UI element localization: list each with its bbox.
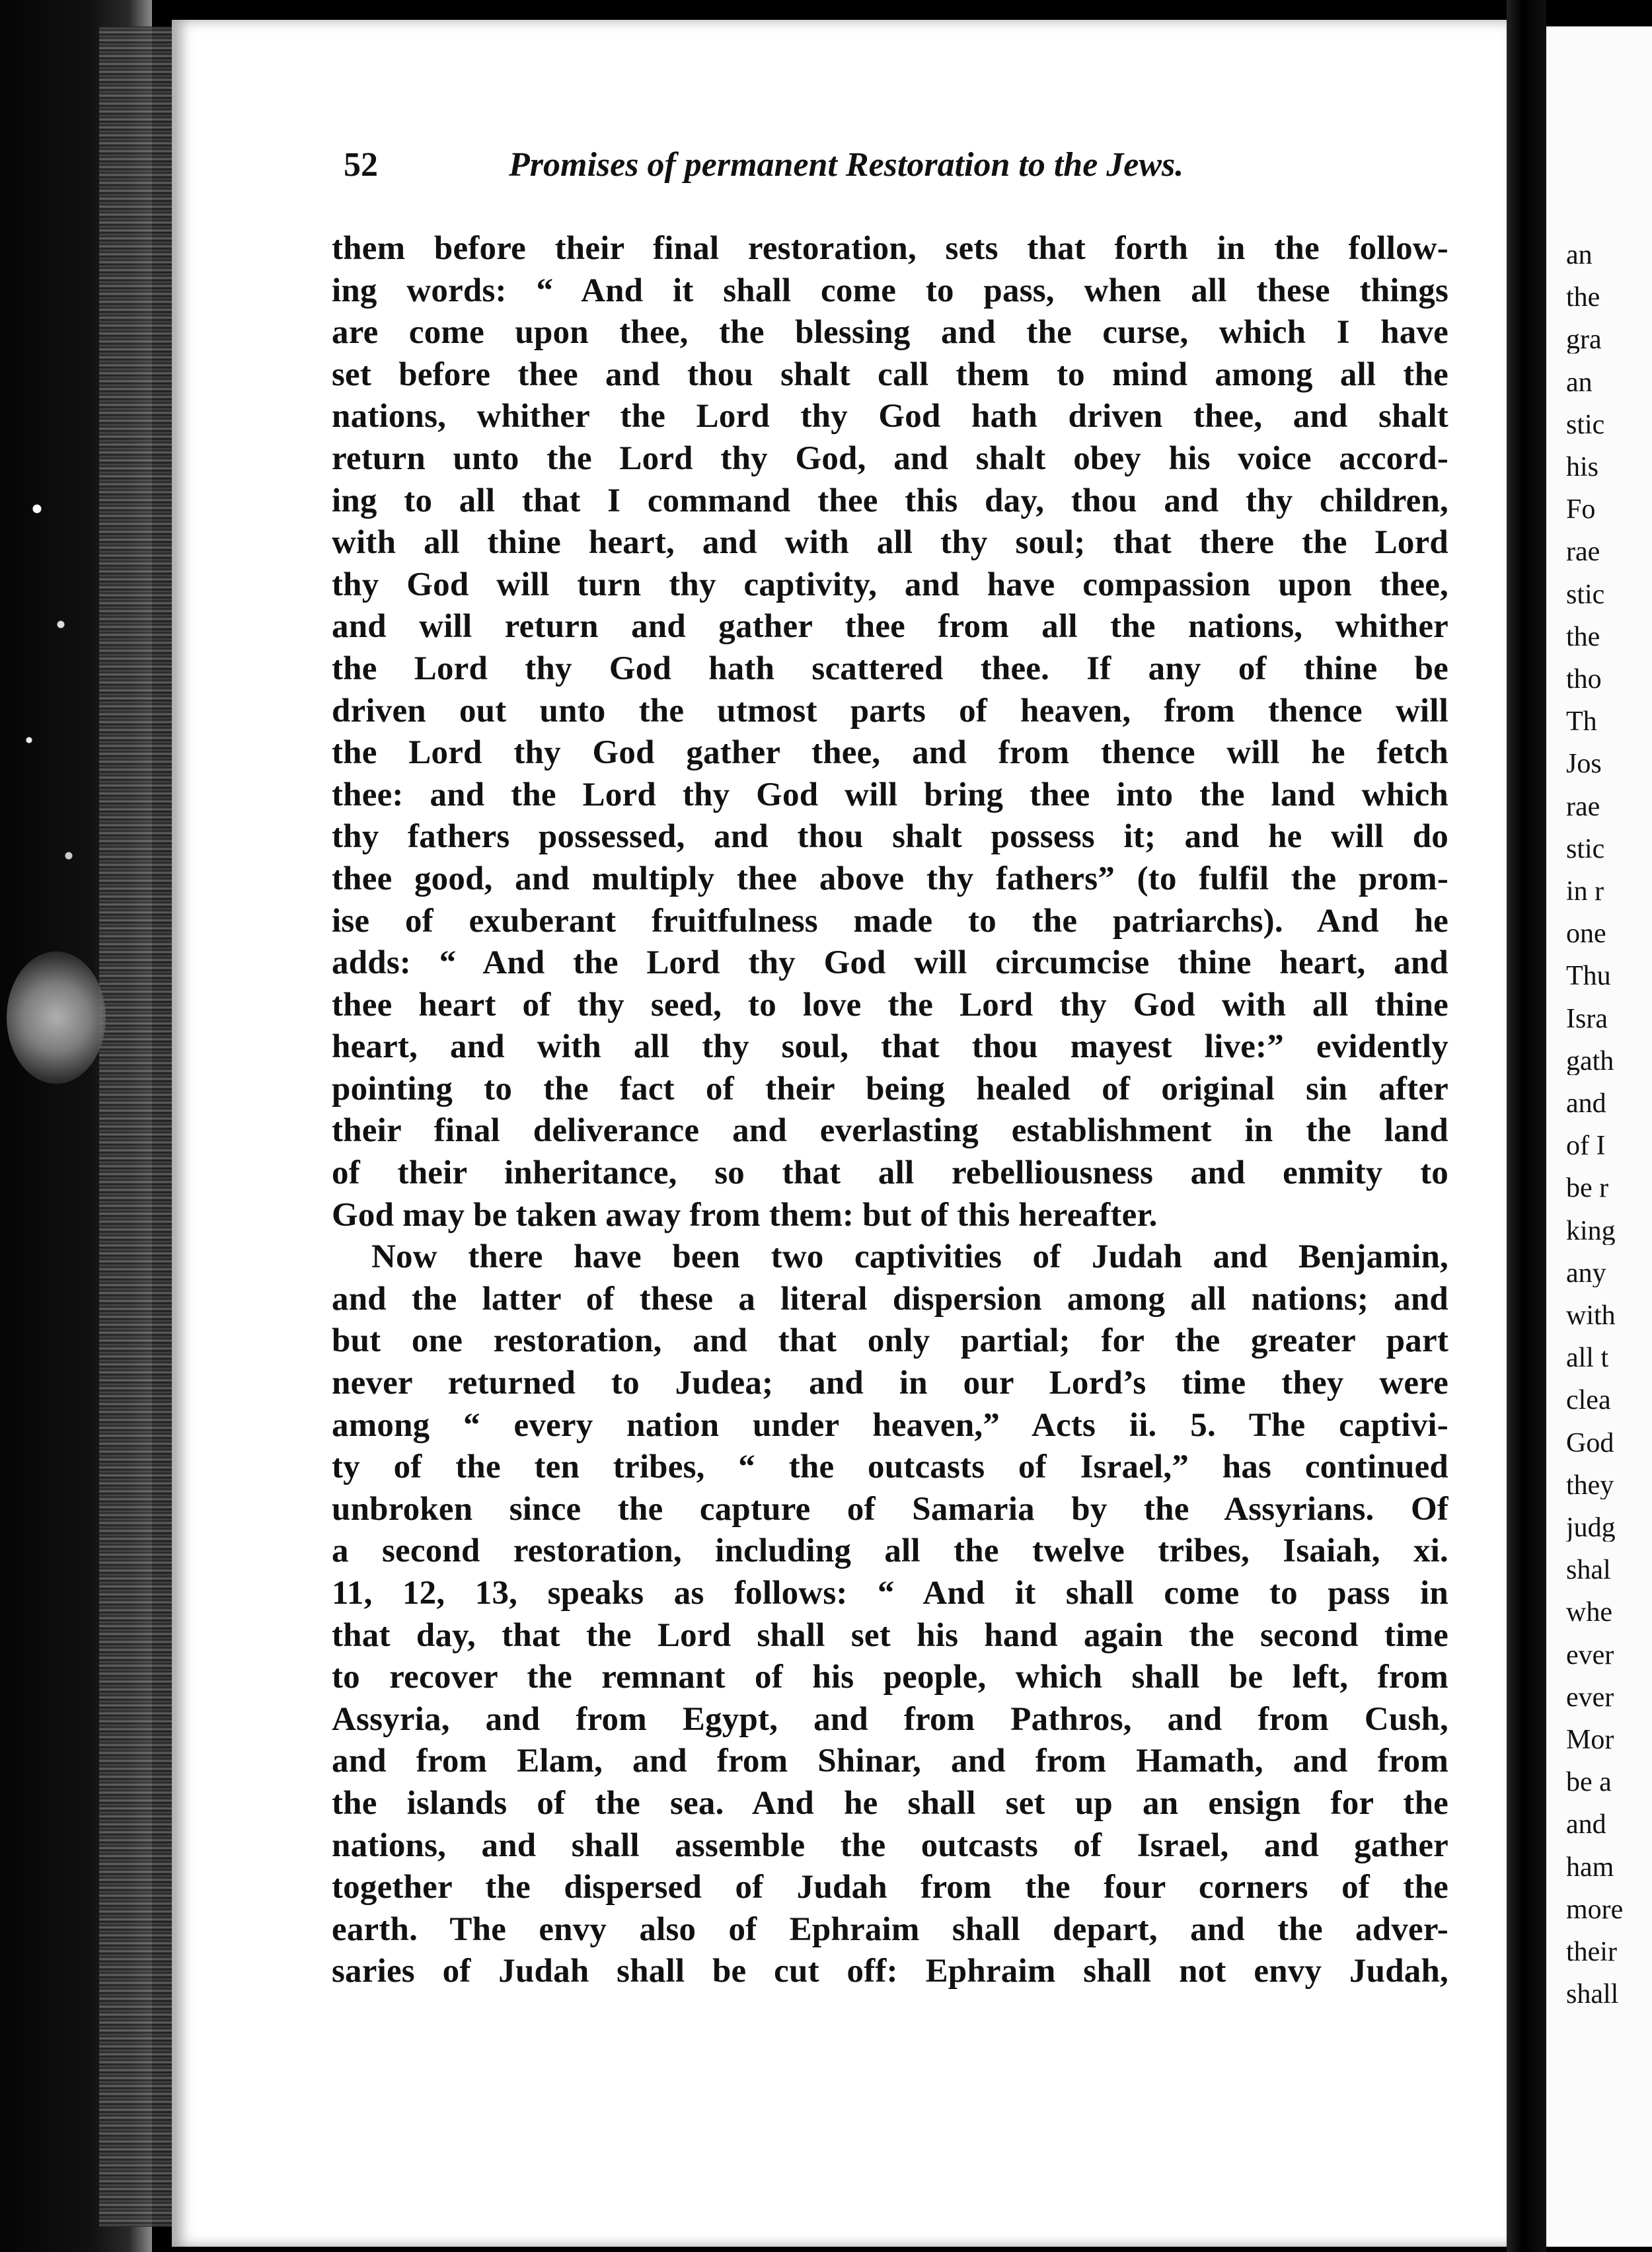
text-line: a second restoration, including all the twelve tribes, Isaiah, xi. [332,1532,1448,1570]
text-line: never returned to Judea; and in our Lord’s time they were [332,1365,1448,1402]
text-line: 11, 12, 13, speaks as follows: “ And it shall come to pass in [332,1575,1448,1612]
facing-page-line: with [1566,1302,1616,1330]
body-text [332,228,1448,1993]
text-line: return unto the Lord thy God, and shalt obey his voice accord- [332,439,1448,477]
facing-page-line: be r [1566,1174,1609,1203]
text-line: thy fathers possessed, and thou shalt possess it; and he will do [332,818,1448,856]
facing-page-line: shall [1566,1980,1619,2009]
text-line: set before thee and thou shalt call them to mind among all the [332,356,1448,393]
facing-page-line: and [1566,1811,1606,1839]
facing-page-line: God [1566,1429,1614,1457]
facing-page-line: of I [1566,1132,1606,1160]
facing-page-line: clea [1566,1386,1611,1415]
text-line: adds: “ And the Lord thy God will circumcise thine heart, and [332,944,1448,982]
facing-page-line: be a [1566,1768,1612,1797]
facing-page-line: an [1566,241,1593,269]
facing-page-line: ever [1566,1683,1614,1711]
facing-page-line: king [1566,1217,1616,1245]
text-line: thee: and the Lord thy God will bring thee into the land which [332,776,1448,813]
book-spine-edge [99,26,172,2227]
facing-page-line: Fo [1566,496,1596,524]
scan-blot [7,952,106,1084]
text-line: and the latter of these a literal dispersion among all nations; and [332,1280,1448,1318]
facing-page-line: ever [1566,1641,1614,1669]
text-line: ing words: “ And it shall come to pass, when all these things [332,272,1448,309]
text-line: ise of exuberant fruitfulness made to the patriarchs). And he [332,902,1448,940]
facing-page-line: whe [1566,1598,1612,1627]
text-line: the Lord thy God hath scattered thee. If any of thine be [332,650,1448,687]
facing-page-line: Isra [1566,1004,1608,1033]
facing-page-line: the [1566,622,1600,651]
facing-page-line: tho [1566,665,1602,693]
text-line: God may be taken away from them: but of this hereafter. [332,1196,1158,1234]
text-line: together the dispersed of Judah from the four corners of the [332,1869,1448,1906]
facing-page-line: rae [1566,538,1600,566]
text-line: thee heart of thy seed, to love the Lord thy God with all thine [332,986,1448,1024]
text-line: ty of the ten tribes, “ the outcasts of Israel,” has continued [332,1448,1448,1486]
facing-page-line: gra [1566,326,1602,354]
text-line: their final deliverance and everlasting establishment in the land [332,1112,1448,1150]
facing-page-line: Th [1566,708,1597,736]
facing-page-line: rae [1566,792,1600,821]
text-line: nations, and shall assemble the outcasts of Israel, and gather [332,1826,1448,1864]
text-line: are come upon thee, the blessing and the curse, which I have [332,314,1448,352]
facing-page-line: gath [1566,1047,1614,1075]
text-line: with all thine heart, and with all thy soul; that there the Lord [332,524,1448,562]
facing-page-line: shal [1566,1556,1611,1585]
text-line: saries of Judah shall be cut off: Ephraim shall not envy Judah, [332,1953,1448,1990]
facing-page-line: their [1566,1938,1617,1966]
text-line: thee good, and multiply thee above thy fathers” (to fulfil the prom- [332,860,1448,897]
text-line: driven out unto the utmost parts of heaven, from thence will [332,692,1448,730]
facing-page-line: stic [1566,580,1605,609]
text-line: thy God will turn thy captivity, and have compassion upon thee, [332,566,1448,603]
facing-page-line: ham [1566,1853,1614,1881]
facing-page-line: his [1566,453,1599,481]
facing-page-line: judg [1566,1514,1616,1542]
text-line: heart, and with all thy soul, that thou mayest live:” evidently [332,1028,1448,1066]
facing-page-line: Thu [1566,962,1611,991]
text-line: the islands of the sea. And he shall set up an ensign for the [332,1784,1448,1822]
scan-specks [13,463,93,925]
text-line: Now there have been two captivities of Judah and Benjamin, [371,1238,1448,1276]
running-header [344,145,1454,192]
text-line: that day, that the Lord shall set his hand again the second time [332,1616,1448,1654]
text-line: but one restoration, and that only partial; for the greater part [332,1322,1448,1360]
text-line: the Lord thy God gather thee, and from thence will he fetch [332,734,1448,772]
facing-page-line: one [1566,920,1606,948]
text-line: nations, whither the Lord thy God hath driven thee, and shalt [332,398,1448,435]
facing-page-line: an [1566,368,1593,396]
facing-page-line: and [1566,1090,1606,1117]
facing-page-line: in r [1566,878,1604,905]
facing-page-line: stic [1566,835,1605,863]
text-line: ing to all that I command thee this day, thou and thy children, [332,482,1448,519]
text-line: them before their final restoration, sets that forth in the follow- [332,230,1448,267]
text-line: among “ every nation under heaven,” Acts ii. 5. The captivi- [332,1406,1448,1444]
facing-page-line: stic [1566,410,1605,439]
facing-page-line: Mor [1566,1726,1614,1754]
running-title: Promises of permanent Restoration to the Jews. [509,146,1184,184]
facing-page-line: Jos [1566,750,1602,778]
facing-page-line: they [1566,1471,1614,1499]
text-line: of their inheritance, so that all rebelliousness and enmity to [332,1154,1448,1192]
facing-page-line: any [1566,1259,1606,1287]
text-line: earth. The envy also of Ephraim shall depart, and the adver- [332,1910,1448,1948]
text-line: to recover the remnant of his people, which shall be left, from [332,1659,1448,1696]
page-gutter [1507,0,1546,2252]
text-line: and from Elam, and from Shinar, and from Hamath, and from [332,1743,1448,1780]
text-line: unbroken since the capture of Samaria by the Assyrians. Of [332,1490,1448,1528]
facing-page-line: the [1566,283,1600,312]
text-line: Assyria, and from Egypt, and from Pathros, and from Cush, [332,1700,1448,1738]
text-line: and will return and gather thee from all the nations, whither [332,608,1448,646]
text-line: pointing to the fact of their being healed of original sin after [332,1070,1448,1107]
page-number: 52 [344,146,378,184]
facing-page-line: all t [1566,1344,1609,1372]
facing-page-line: more [1566,1895,1624,1924]
